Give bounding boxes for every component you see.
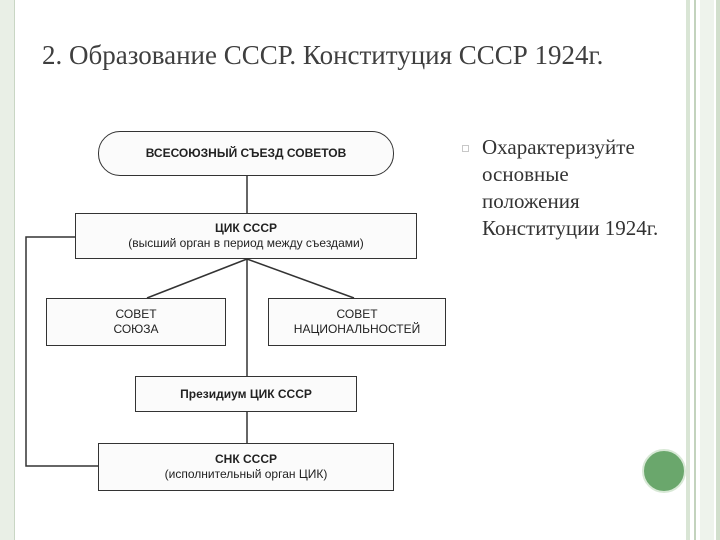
bullet-item (466, 134, 666, 242)
snk-subtitle: (исполнительный орган ЦИК) (164, 467, 328, 481)
snk-title: СНК СССР (215, 452, 277, 466)
nations-council-box (268, 298, 446, 346)
slide-frame-left (0, 0, 15, 540)
connector-cik-union (147, 259, 247, 298)
cik-subtitle: (высший орган в период между съездами) (128, 236, 364, 250)
connector-cik-nations (247, 259, 354, 298)
bullet-text: Охарактеризуйте основные положения Конституции 1924г. (482, 135, 659, 240)
connector-cik-snk (26, 237, 98, 466)
bullet-square-icon (462, 145, 469, 152)
presidium-label: Президиум ЦИК СССР (180, 386, 312, 401)
cik-box (75, 213, 417, 259)
cik-title: ЦИК СССР (214, 221, 278, 235)
slide-title: 2. Образование СССР. Конституция СССР 1924г. (42, 40, 604, 70)
government-structure-diagram (22, 120, 466, 508)
union-council-line1: СОВЕТ (115, 307, 157, 321)
union-council-line2: СОЮЗА (113, 322, 159, 336)
union-council-box (46, 298, 226, 346)
congress-box (98, 131, 394, 176)
nations-council-line2: НАЦИОНАЛЬНОСТЕЙ (293, 322, 421, 336)
presidium-box (135, 376, 357, 412)
nations-council-line1: СОВЕТ (336, 307, 378, 321)
snk-box (98, 443, 394, 491)
decorative-circle (642, 449, 686, 493)
congress-label: ВСЕСОЮЗНЫЙ СЪЕЗД СОВЕТОВ (145, 146, 347, 160)
slide-frame-right (684, 0, 720, 540)
